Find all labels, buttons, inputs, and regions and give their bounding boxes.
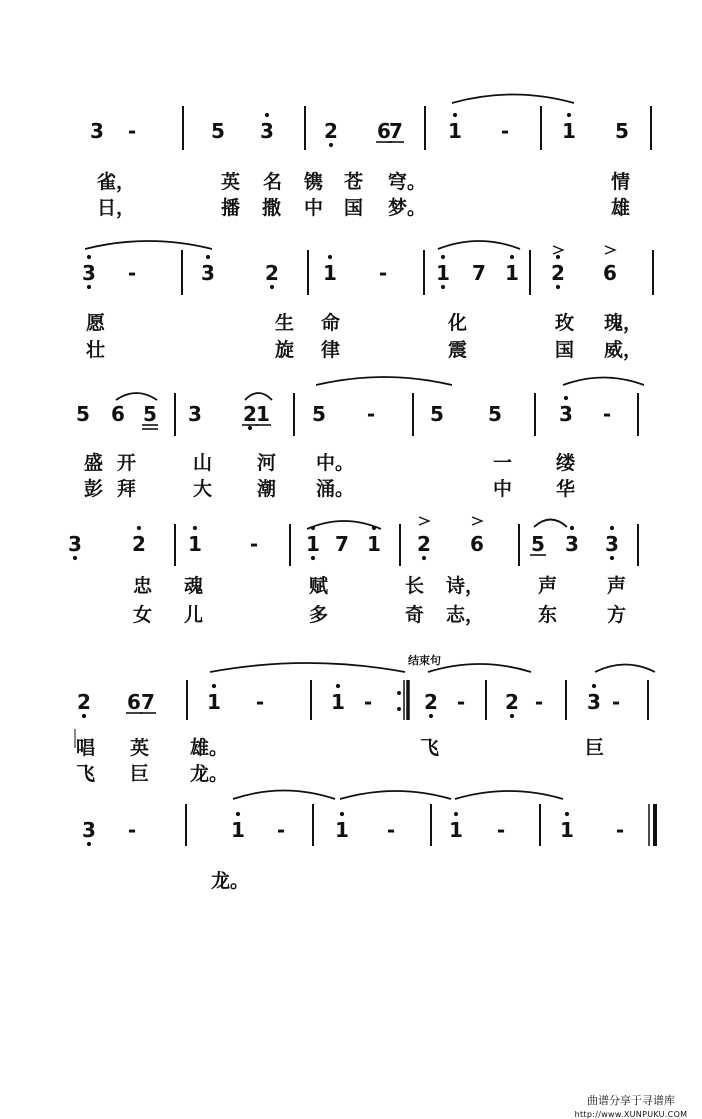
dash-extension: -: [276, 818, 286, 842]
lyric-syllable: 涌。: [316, 478, 355, 500]
note-numeral: 1: [560, 818, 574, 842]
octave-dot-below: [441, 285, 445, 289]
octave-dot-above: [328, 255, 332, 259]
lyric-syllable: 大: [193, 478, 213, 500]
tie-slur: [233, 791, 335, 800]
lyric-syllable: 东: [538, 604, 558, 626]
lyric-syllable: 声: [538, 575, 558, 597]
note-numeral: 7: [389, 119, 403, 143]
note-numeral: 7: [472, 261, 486, 285]
octave-dot-below: [556, 285, 560, 289]
note-numeral: 1: [562, 119, 576, 143]
lyric-syllable: 雄: [611, 197, 631, 219]
octave-dot-above: [565, 812, 569, 816]
note-numeral: 6: [127, 690, 141, 714]
dash-extension: -: [534, 690, 544, 714]
lyric-syllable: 巨: [130, 763, 150, 785]
accent-mark: [553, 246, 563, 254]
note-numeral: 6: [111, 402, 125, 426]
note-numeral: 3: [559, 402, 573, 426]
octave-dot-above: [454, 812, 458, 816]
lyric-syllable: 国: [344, 197, 364, 219]
lyric-syllable: 声: [607, 575, 627, 597]
dash-extension: -: [127, 818, 137, 842]
lyric-syllable: 方: [607, 604, 627, 626]
note-numeral: 1: [256, 402, 270, 426]
octave-dot-above: [592, 684, 596, 688]
octave-dot-above: [441, 255, 445, 259]
lyric-syllable: 赋: [309, 575, 329, 597]
tie-slur: [455, 791, 563, 799]
tie-slur: [340, 791, 451, 799]
note-numeral: 1: [449, 818, 463, 842]
accent-mark: [472, 517, 482, 525]
lyric-syllable: 镌: [304, 171, 324, 193]
lyric-syllable: 命: [321, 312, 341, 334]
dash-extension: -: [611, 690, 621, 714]
lyric-syllable: 龙。: [190, 763, 229, 785]
octave-dot-above: [212, 684, 216, 688]
note-numeral: 7: [141, 690, 155, 714]
octave-dot-above: [336, 684, 340, 688]
lyric-syllable: 一: [493, 452, 513, 474]
octave-dot-above: [340, 812, 344, 816]
lyric-syllable: 中。: [316, 452, 355, 474]
octave-dot-above: [510, 255, 514, 259]
lyric-syllable: 飞: [420, 737, 440, 759]
note-numeral: 1: [188, 532, 202, 556]
note-numeral: 3: [90, 119, 104, 143]
octave-dot-above: [610, 526, 614, 530]
lyric-syllable: 瑰，: [604, 312, 643, 334]
note-numeral: 1: [448, 119, 462, 143]
tie-slur: [116, 393, 157, 400]
lyric-syllable: 威，: [604, 339, 643, 361]
lyric-syllable: 中: [493, 478, 513, 500]
lyric-syllable: 国: [555, 339, 575, 361]
octave-dot-above: [265, 113, 269, 117]
note-numeral: 1: [306, 532, 320, 556]
lyric-syllable: 撒: [262, 197, 282, 219]
octave-dot-above: [564, 396, 568, 400]
octave-dot-below: [610, 556, 614, 560]
note-numeral: 3: [260, 119, 274, 143]
tie-slur: [428, 664, 531, 672]
accent-mark: [605, 246, 615, 254]
lyric-syllable: 彭: [84, 478, 104, 500]
accent-mark: [419, 517, 429, 525]
tie-slur: [85, 241, 212, 249]
lyric-syllable: 愿: [86, 312, 106, 334]
lyric-syllable: 情: [611, 171, 631, 193]
lyric-syllable: 英: [130, 737, 150, 759]
tie-slur: [307, 521, 381, 529]
note-numeral: 1: [505, 261, 519, 285]
watermark-url: http://www.XUNPUKU.COM: [574, 1110, 688, 1119]
lyric-syllable: 中: [304, 197, 324, 219]
note-numeral: 3: [188, 402, 202, 426]
dash-extension: -: [386, 818, 396, 842]
octave-dot-above: [236, 812, 240, 816]
note-numeral: 2: [324, 119, 338, 143]
note-numeral: 5: [211, 119, 225, 143]
octave-dot-above: [567, 113, 571, 117]
lyric-syllable: 雄。: [190, 737, 229, 759]
lyric-syllable: 玫: [555, 312, 575, 334]
octave-dot-below: [87, 842, 91, 846]
octave-dot-below: [429, 714, 433, 718]
lyric-syllable: 多: [309, 604, 329, 626]
octave-dot-above: [453, 113, 457, 117]
octave-dot-below: [87, 285, 91, 289]
octave-dot-below: [248, 426, 252, 430]
note-numeral: 2: [505, 690, 519, 714]
lyric-syllable: 化: [448, 312, 468, 334]
note-numeral: 1: [323, 261, 337, 285]
octave-dot-above: [206, 255, 210, 259]
dash-extension: -: [602, 402, 612, 426]
tie-slur: [438, 241, 520, 249]
dash-extension: -: [456, 690, 466, 714]
lyric-syllable: 苍: [344, 171, 364, 193]
octave-dot-below: [73, 556, 77, 560]
tie-slur: [595, 665, 655, 673]
octave-dot-above: [193, 526, 197, 530]
dash-extension: -: [496, 818, 506, 842]
octave-dot-below: [422, 556, 426, 560]
lyric-syllable: 播: [221, 197, 241, 219]
lyric-syllable: 英: [221, 171, 241, 193]
lyric-syllable: 儿: [184, 604, 204, 626]
lyric-syllable: 潮: [257, 478, 277, 500]
lyric-syllable: 名: [263, 171, 283, 193]
note-numeral: 3: [68, 532, 82, 556]
tie-slur: [210, 663, 405, 672]
lyric-syllable: 穹。: [388, 171, 427, 193]
source-watermark: [566, 1092, 696, 1119]
note-numeral: 6: [603, 261, 617, 285]
note-numeral: 3: [587, 690, 601, 714]
octave-dot-below: [329, 143, 333, 147]
dash-extension: -: [249, 532, 259, 556]
lyric-syllable: 开: [117, 452, 137, 474]
lyric-syllable: 女: [133, 604, 153, 626]
octave-dot-below: [82, 714, 86, 718]
lyric-syllable: 律: [321, 339, 341, 361]
lyric-syllable: 巨: [585, 737, 605, 759]
dash-extension: -: [127, 119, 137, 143]
lyric-syllable: 生: [275, 312, 295, 334]
note-numeral: 1: [436, 261, 450, 285]
lyric-syllable: 龙。: [211, 870, 250, 892]
lyric-syllable: 魂: [184, 575, 204, 597]
note-numeral: 5: [312, 402, 326, 426]
note-numeral: 5: [143, 402, 157, 426]
lyric-syllable: 奇: [405, 604, 425, 626]
tie-slur: [452, 95, 574, 104]
tie-slur: [534, 520, 567, 528]
note-numeral: 1: [335, 818, 349, 842]
note-numeral: 6: [377, 119, 391, 143]
octave-dot-below: [510, 714, 514, 718]
note-numeral: 5: [488, 402, 502, 426]
lyric-syllable: 河: [257, 452, 277, 474]
lyric-syllable: 雀，: [97, 171, 136, 193]
octave-dot-above: [570, 526, 574, 530]
octave-dot-below: [311, 556, 315, 560]
note-numeral: 1: [231, 818, 245, 842]
repeat-dot: [397, 691, 401, 695]
note-numeral: 3: [605, 532, 619, 556]
note-numeral: 5: [76, 402, 90, 426]
note-numeral: 5: [430, 402, 444, 426]
ending-label: 结束句: [408, 654, 441, 667]
lyric-syllable: 飞: [76, 763, 96, 785]
lyric-syllable: 旋: [275, 339, 295, 361]
note-numeral: 6: [470, 532, 484, 556]
dash-extension: -: [500, 119, 510, 143]
lyric-syllable: 梦。: [388, 197, 427, 219]
note-numeral: 2: [243, 402, 257, 426]
octave-dot-above: [556, 255, 560, 259]
dash-extension: -: [378, 261, 388, 285]
note-numeral: 1: [367, 532, 381, 556]
dash-extension: -: [255, 690, 265, 714]
note-numeral: 3: [82, 818, 96, 842]
note-numeral: 1: [207, 690, 221, 714]
note-numeral: 1: [331, 690, 345, 714]
note-numeral: 2: [77, 690, 91, 714]
octave-dot-below: [270, 285, 274, 289]
lyric-syllable: 盛: [84, 452, 104, 474]
lyric-syllable: 长: [405, 575, 425, 597]
dash-extension: -: [127, 261, 137, 285]
tie-slur: [316, 377, 452, 385]
lyric-syllable: 缕: [556, 452, 576, 474]
lyric-syllable: 诗，: [446, 575, 485, 597]
dash-extension: -: [366, 402, 376, 426]
lyric-syllable: 日，: [97, 197, 136, 219]
note-numeral: 3: [201, 261, 215, 285]
tie-slur: [245, 393, 272, 400]
note-numeral: 5: [531, 532, 545, 556]
lyric-syllable: 震: [448, 339, 468, 361]
tie-slur: [563, 378, 644, 386]
note-numeral: 3: [565, 532, 579, 556]
note-numeral: 3: [82, 261, 96, 285]
octave-dot-above: [137, 526, 141, 530]
lyric-syllable: 忠: [133, 575, 153, 597]
lyric-syllable: 山: [193, 452, 213, 474]
note-numeral: 2: [132, 532, 146, 556]
dash-extension: -: [363, 690, 373, 714]
lyric-syllable: 华: [556, 478, 576, 500]
watermark-text: 曲谱分享于寻谱库: [587, 1094, 675, 1107]
note-numeral: 2: [551, 261, 565, 285]
note-numeral: 7: [335, 532, 349, 556]
lyric-syllable: 壮: [86, 339, 106, 361]
repeat-dot: [397, 707, 401, 711]
dash-extension: -: [615, 818, 625, 842]
note-numeral: 5: [615, 119, 629, 143]
lyric-syllable: 唱: [76, 737, 96, 759]
note-numeral: 2: [417, 532, 431, 556]
note-numeral: 2: [424, 690, 438, 714]
lyric-syllable: 志，: [446, 604, 485, 626]
note-numeral: 2: [265, 261, 279, 285]
lyric-syllable: 拜: [117, 478, 137, 500]
octave-dot-above: [87, 255, 91, 259]
